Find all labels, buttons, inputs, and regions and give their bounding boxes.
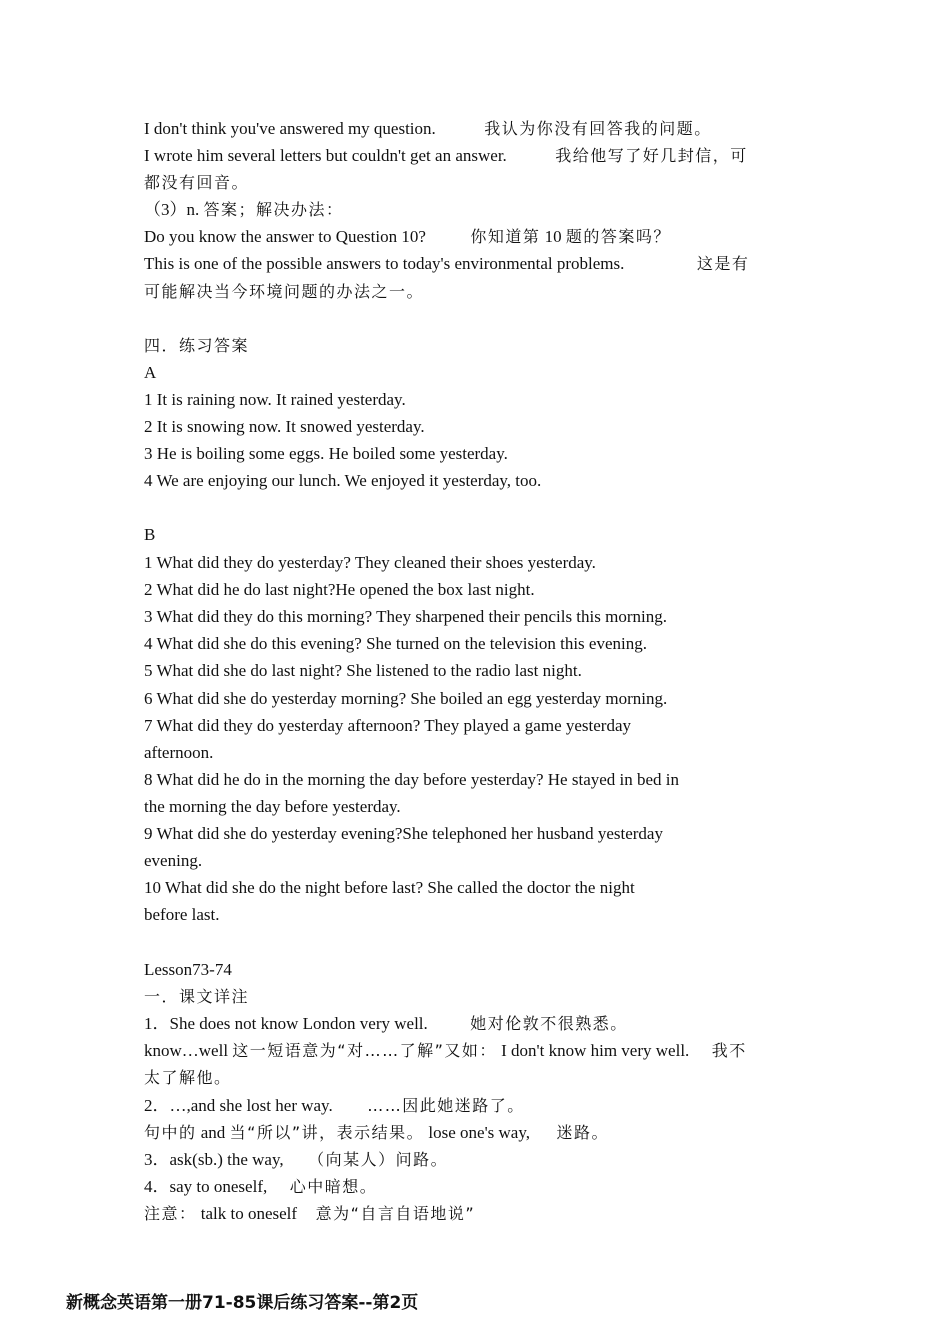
text-en: I wrote him several letters but couldn't get an answer. xyxy=(144,146,507,165)
text-zh: 我给他写了好几封信，可 xyxy=(555,146,748,165)
text-en: 3．ask(sb.) the way, xyxy=(144,1150,284,1169)
text-zh: 注意： xyxy=(144,1204,197,1223)
note-line xyxy=(144,1041,747,1061)
text-en: know…well xyxy=(144,1041,229,1060)
text-line: 可能解决当今环境问题的办法之一。 xyxy=(144,282,425,301)
text-line xyxy=(144,227,671,247)
answer-line: 4 What did she do this evening? She turned on the television this evening. xyxy=(144,634,647,653)
answer-line: 1 What did they do yesterday? They cleaned their shoes yesterday. xyxy=(144,553,596,572)
text-en: 4．say to oneself, xyxy=(144,1177,268,1196)
section-label: A xyxy=(144,363,157,382)
text-zh: 心中暗想。 xyxy=(289,1177,378,1196)
text-zh: 我认为你没有回答我的问题。 xyxy=(484,119,712,138)
answer-line: 5 What did she do last night? She listened to the radio last night. xyxy=(144,661,582,680)
text-zh: 这一短语意为“对……了解”又如： xyxy=(232,1041,497,1060)
note-line xyxy=(144,1204,475,1224)
answer-line: 7 What did they do yesterday afternoon? They played a game yesterday xyxy=(144,716,631,735)
note-line xyxy=(144,1014,628,1034)
note-line xyxy=(144,1150,448,1170)
answer-line: 3 What did they do this morning? They sharpened their pencils this morning. xyxy=(144,607,667,626)
text-zh: 迷路。 xyxy=(556,1123,609,1142)
text-en: （3）n. xyxy=(144,200,200,219)
answer-line: evening. xyxy=(144,851,203,870)
text-en: I don't think you've answered my question. xyxy=(144,119,436,138)
text-en: I don't know him very well. xyxy=(501,1041,690,1060)
text-zh: 题的答案吗？ xyxy=(565,227,671,246)
text-en: Do you know the answer to Question 10? xyxy=(144,227,426,246)
section-label: B xyxy=(144,525,156,544)
answer-line: 10 What did she do the night before last? She called the doctor the night xyxy=(144,878,635,897)
answer-line: 2 What did he do last night?He opened the box last night. xyxy=(144,580,535,599)
text-zh: （向某人）问路。 xyxy=(308,1150,449,1169)
answer-line: before last. xyxy=(144,905,220,924)
text-en: 2．…,and she lost her way. xyxy=(144,1096,333,1115)
note-line: 太了解他。 xyxy=(144,1068,232,1087)
text-zh: 这是有 xyxy=(696,254,750,273)
text-line xyxy=(144,146,748,166)
page-footer: 新概念英语第一册71-85课后练习答案--第2页 xyxy=(66,1293,419,1313)
text-line xyxy=(144,254,749,274)
answer-line: 4 We are enjoying our lunch. We enjoyed it yesterday, too. xyxy=(144,471,542,490)
text-en: 1．She does not know London very well. xyxy=(144,1014,428,1033)
answer-line: 8 What did he do in the morning the day before yesterday? He stayed in bed in xyxy=(144,770,680,789)
text-zh: 句中的 xyxy=(144,1123,197,1142)
text-line: 都没有回音。 xyxy=(144,173,250,192)
answer-line: the morning the day before yesterday. xyxy=(144,797,401,816)
text-en: lose one's way, xyxy=(428,1123,530,1142)
text-en: This is one of the possible answers to today's environmental problems. xyxy=(144,254,625,273)
note-line xyxy=(144,1096,525,1116)
section-heading: 一．课文详注 xyxy=(144,987,250,1006)
text-en: and xyxy=(200,1123,226,1142)
answer-line: 1 It is raining now. It rained yesterday. xyxy=(144,390,406,409)
text-en: 10 xyxy=(544,227,562,246)
answer-line: 2 It is snowing now. It snowed yesterday. xyxy=(144,417,425,436)
section-heading: 四．练习答案 xyxy=(144,336,250,355)
text-zh: 你知道第 xyxy=(470,227,541,246)
text-zh: ……因此她迷路了。 xyxy=(367,1096,525,1115)
text-zh: 我不 xyxy=(711,1041,747,1060)
text-en: talk to oneself xyxy=(200,1204,298,1223)
text-line xyxy=(144,119,712,139)
answer-line: 6 What did she do yesterday morning? She boiled an egg yesterday morning. xyxy=(144,689,668,708)
answer-line: 9 What did she do yesterday evening?She telephoned her husband yesterday xyxy=(144,824,663,843)
answer-line: afternoon. xyxy=(144,743,214,762)
text-line xyxy=(144,200,344,220)
lesson-title: Lesson73-74 xyxy=(144,960,232,979)
note-line xyxy=(144,1123,609,1143)
note-line xyxy=(144,1177,377,1197)
text-zh: 她对伦敦不很熟悉。 xyxy=(470,1014,628,1033)
text-zh: 当“所以”讲，表示结果。 xyxy=(229,1123,425,1142)
text-zh: 意为“自言自语地说” xyxy=(315,1204,476,1223)
text-zh: 答案；解决办法： xyxy=(203,200,344,219)
answer-line: 3 He is boiling some eggs. He boiled some yesterday. xyxy=(144,444,508,463)
